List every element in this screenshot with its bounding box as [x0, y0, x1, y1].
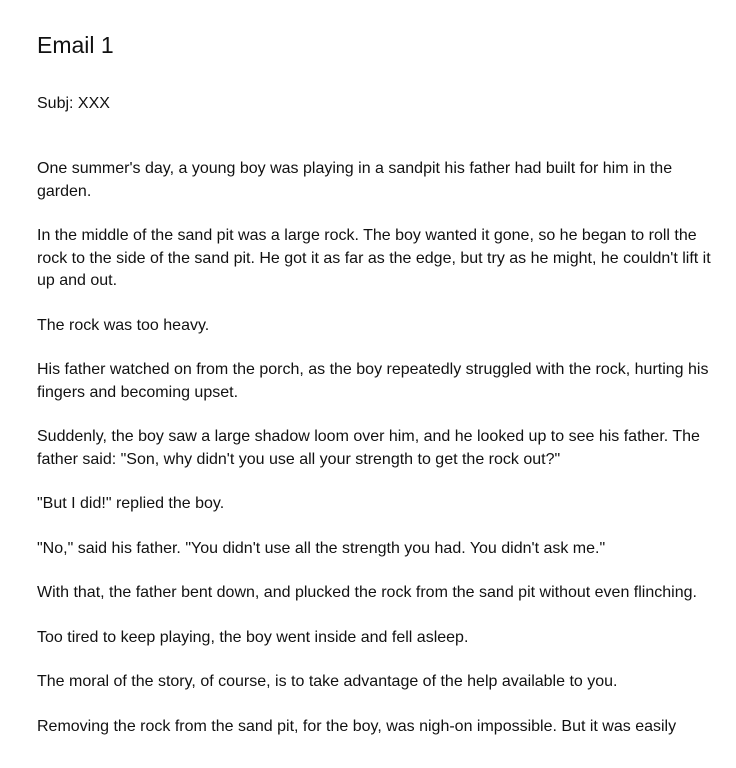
paragraph: The rock was too heavy.: [37, 316, 210, 334]
paragraph: Too tired to keep playing, the boy went inside and fell asleep.: [37, 628, 469, 646]
paragraph: One summer's day, a young boy was playing in a sandpit his father had built for him in the garden.: [37, 160, 673, 200]
email-subject: Subj: XXX: [37, 95, 110, 112]
email-title: Email 1: [37, 32, 114, 58]
paragraph: The moral of the story, of course, is to take advantage of the help available to you.: [37, 673, 618, 690]
paragraph: "No," said his father. "You didn't use all the strength you had. You didn't ask me.": [37, 539, 606, 557]
paragraph: With that, the father bent down, and plucked the rock from the sand pit without even flinching.: [37, 584, 697, 601]
paragraph: Removing the rock from the sand pit, for the boy, was nigh-on impossible. But it was easily: [37, 717, 677, 735]
paragraph: In the middle of the sand pit was a large rock. The boy wanted it gone, so he began to roll the rock to the side of the sand pit. He got it as far as the edge, but try as he might, he couldn't lift it up and out.: [37, 227, 711, 289]
paragraph: Suddenly, the boy saw a large shadow loom over him, and he looked up to see his father. The father said: "Son, why didn't you use all your strength to get the rock out?": [37, 428, 700, 468]
paragraph: "But I did!" replied the boy.: [37, 495, 225, 512]
email-body: [37, 158, 717, 760]
paragraph: His father watched on from the porch, as the boy repeatedly struggled with the rock, hurting his fingers and becoming upset.: [37, 361, 709, 401]
